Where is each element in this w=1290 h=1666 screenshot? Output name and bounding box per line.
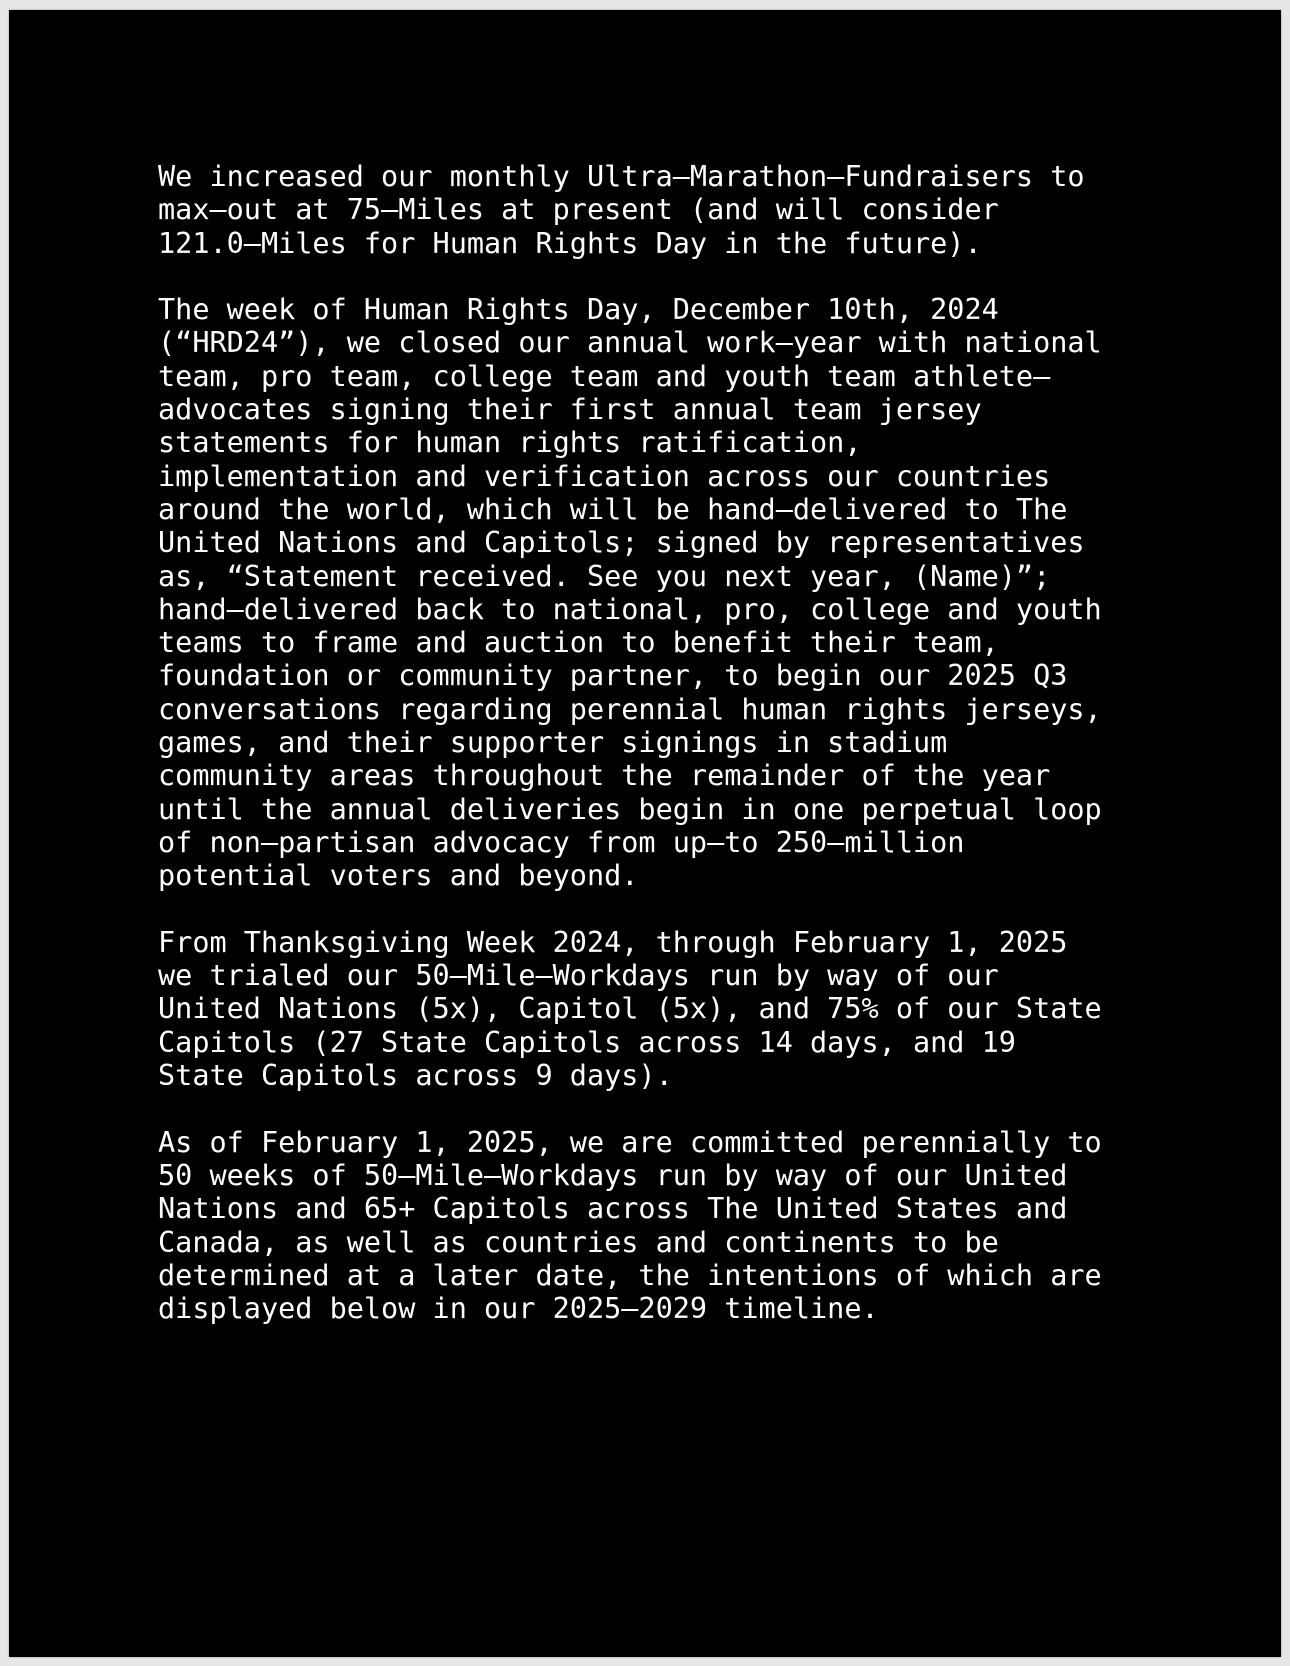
text-line: teams to frame and auction to benefit their team, — [158, 626, 999, 660]
text-line: State Capitols across 9 days). — [158, 1059, 673, 1093]
text-line: United Nations and Capitols; signed by representatives — [158, 526, 1085, 560]
text-line: 50 weeks of 50–Mile–Workdays run by way of our United — [158, 1158, 1068, 1192]
text-line: foundation or community partner, to begin our 2025 Q3 — [158, 659, 1068, 693]
text-line: we trialed our 50–Mile–Workdays run by way of our — [158, 959, 999, 993]
text-line: statements for human rights ratification, — [158, 426, 862, 460]
text-line: (“HRD24”), we closed our annual work–year with national — [158, 326, 1102, 360]
text-line: games, and their supporter signings in stadium — [158, 726, 948, 760]
paragraph-thanksgiving-trial — [158, 926, 1268, 1092]
document-body — [158, 160, 1268, 1359]
text-line: of non–partisan advocacy from up–to 250–million — [158, 825, 965, 859]
text-line: United Nations (5x), Capitol (5x), and 75% of our State — [158, 992, 1102, 1026]
text-line: as, “Statement received. See you next year, (Name)”; — [158, 559, 1051, 593]
paragraph-ultra-marathon — [158, 160, 1268, 260]
text-line: 121.0–Miles for Human Rights Day in the future). — [158, 226, 982, 260]
text-line: From Thanksgiving Week 2024, through February 1, 2025 — [158, 925, 1068, 959]
text-line: advocates signing their first annual team jersey — [158, 393, 982, 427]
text-line: around the world, which will be hand–delivered to The — [158, 492, 1068, 526]
paragraph-human-rights-day — [158, 293, 1268, 892]
text-line: max–out at 75–Miles at present (and will consider — [158, 193, 999, 227]
text-line: Canada, as well as countries and continents to be — [158, 1225, 999, 1259]
text-line: determined at a later date, the intentions of which are — [158, 1258, 1102, 1292]
text-line: potential voters and beyond. — [158, 859, 639, 893]
text-line: We increased our monthly Ultra–Marathon–Fundraisers to — [158, 160, 1085, 193]
text-line: community areas throughout the remainder of the year — [158, 759, 1051, 793]
paragraph-commitment — [158, 1126, 1268, 1326]
text-line: Capitols (27 State Capitols across 14 days, and 19 — [158, 1025, 1016, 1059]
document-page — [9, 10, 1281, 1657]
text-line: The week of Human Rights Day, December 10th, 2024 — [158, 293, 999, 327]
text-line: displayed below in our 2025–2029 timeline. — [158, 1292, 879, 1326]
text-line: team, pro team, college team and youth team athlete– — [158, 359, 1051, 393]
text-line: As of February 1, 2025, we are committed perennially to — [158, 1125, 1102, 1159]
text-line: Nations and 65+ Capitols across The United States and — [158, 1192, 1068, 1226]
text-line: implementation and verification across our countries — [158, 459, 1051, 493]
text-line: hand–delivered back to national, pro, college and youth — [158, 592, 1102, 626]
text-line: conversations regarding perennial human rights jerseys, — [158, 692, 1102, 726]
text-line: until the annual deliveries begin in one perpetual loop — [158, 792, 1102, 826]
